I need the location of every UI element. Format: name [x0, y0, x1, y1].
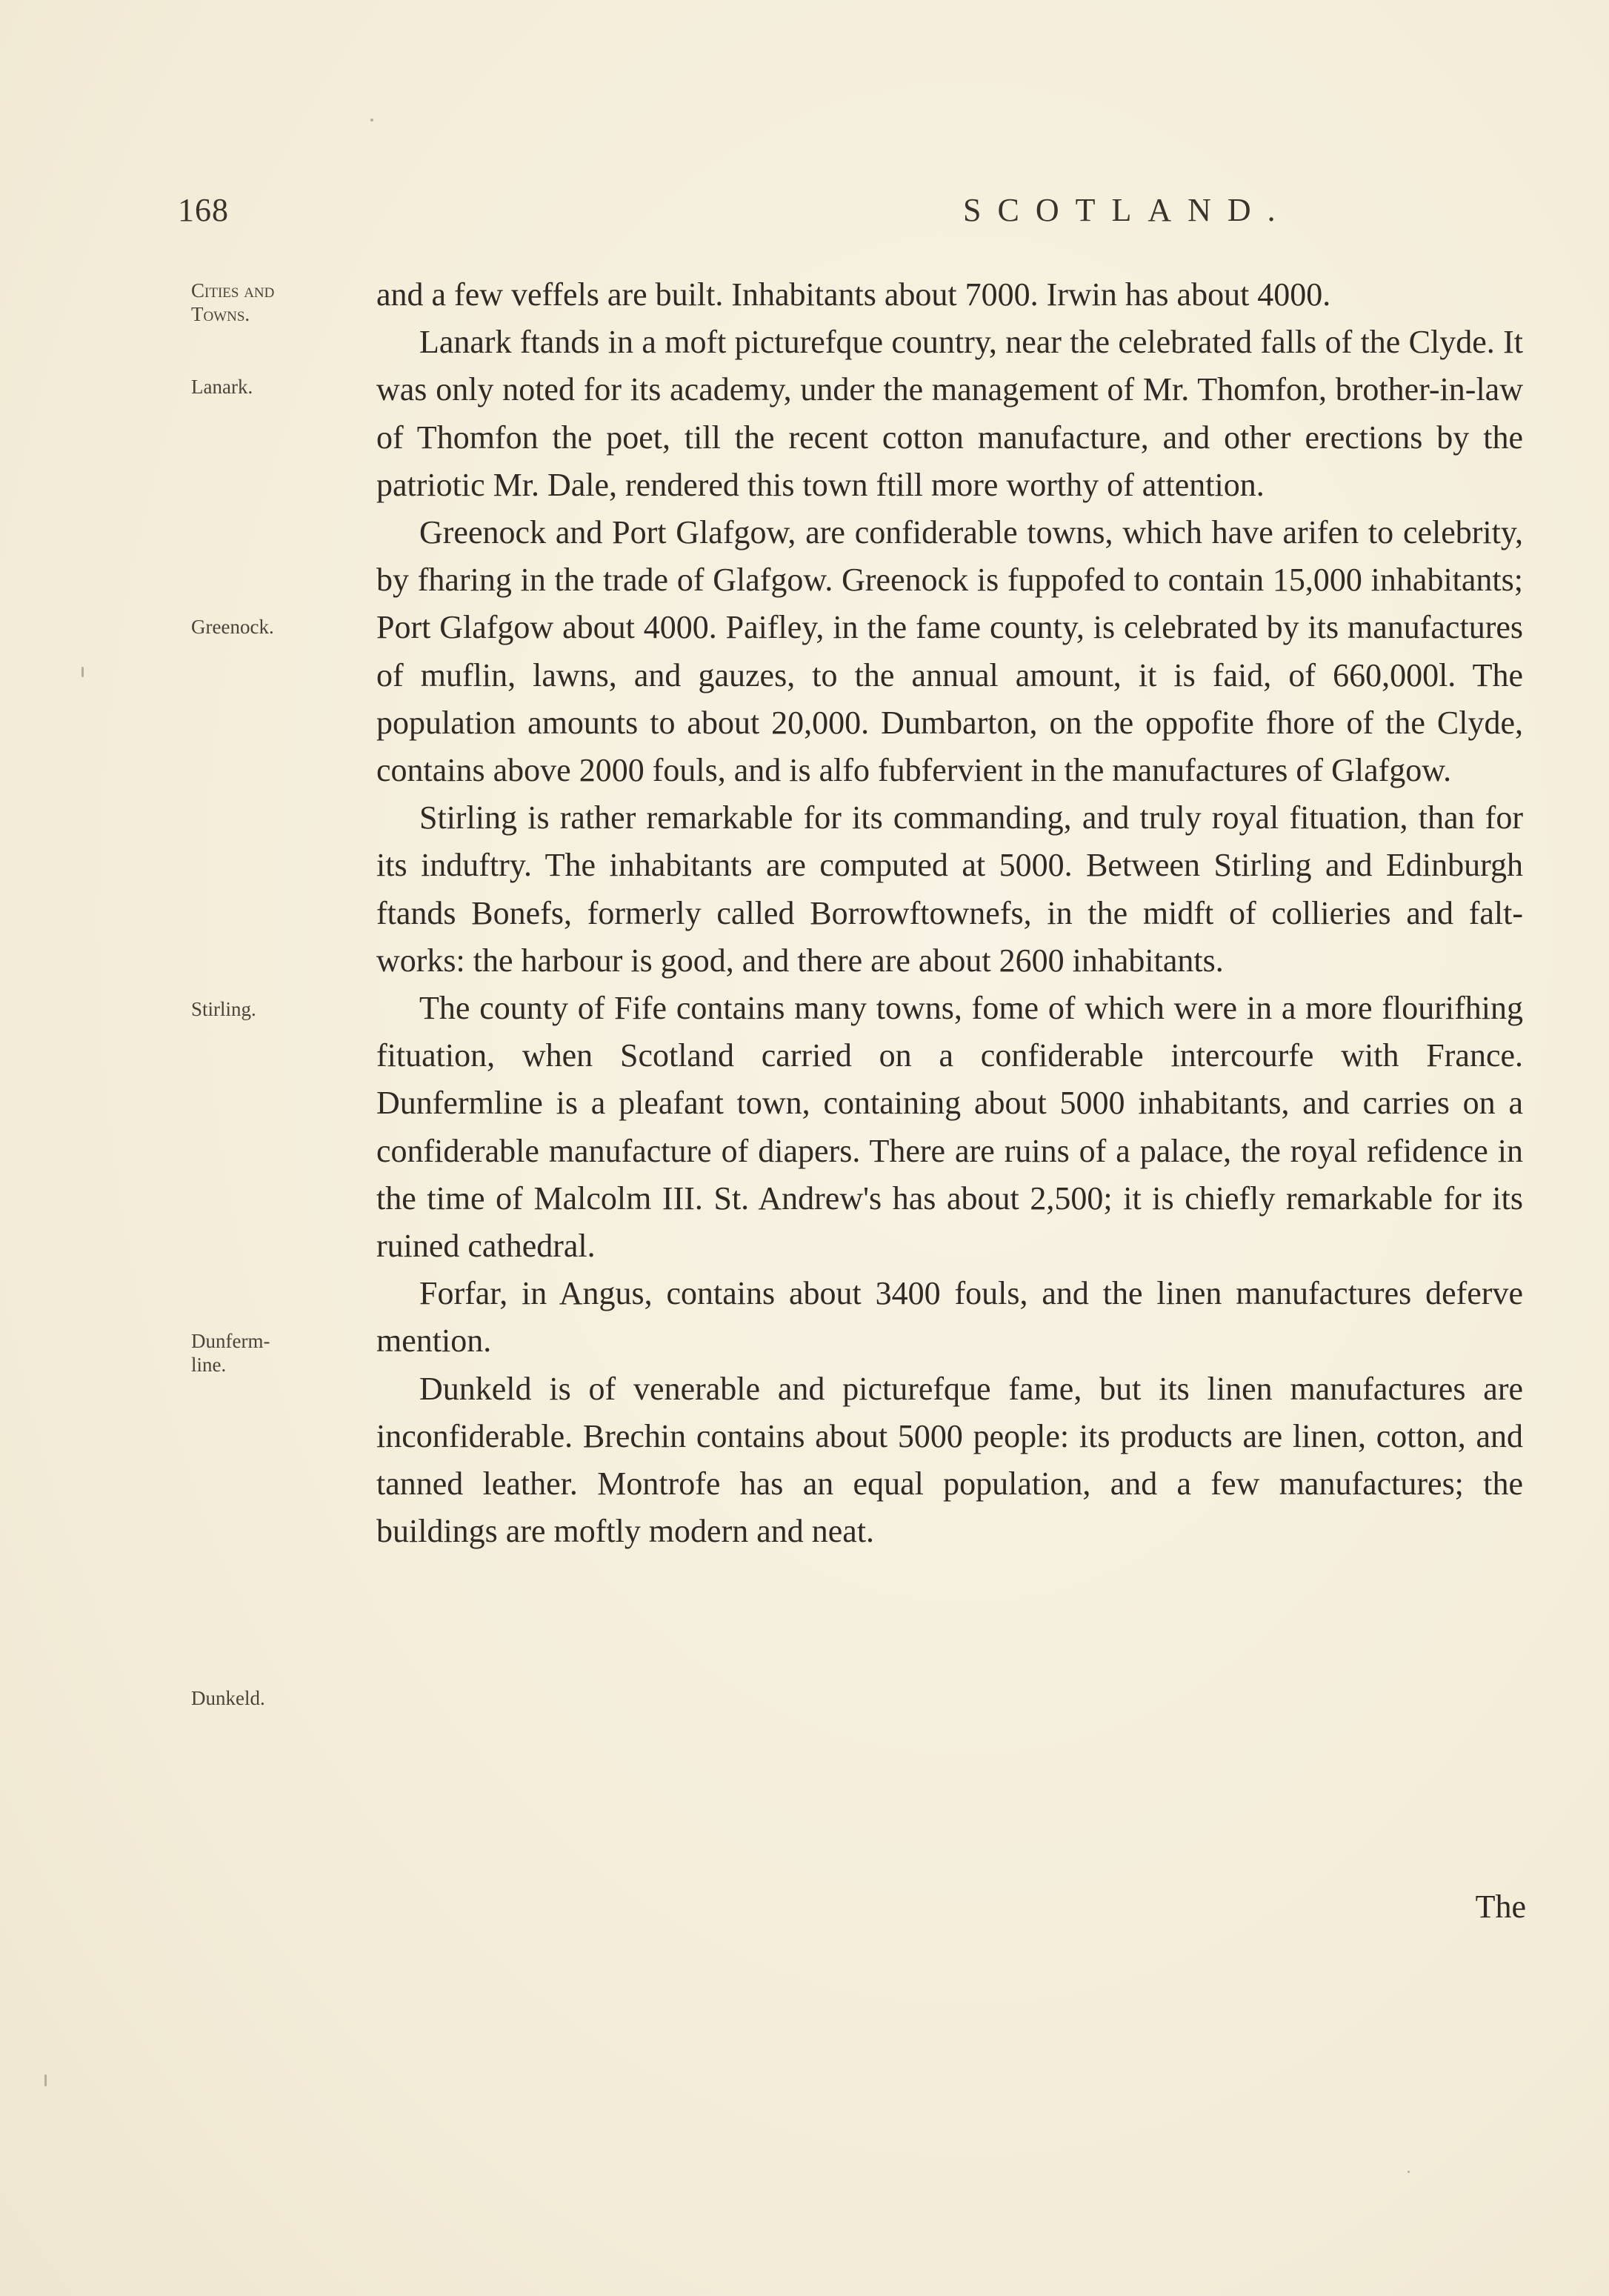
- paragraph-forfar: Forfar, in Angus, contains about 3400 fouls, and the linen manufactures deferve mention.: [376, 1275, 1523, 1360]
- paper-speck: [370, 119, 373, 122]
- margin-note-stirling: Stirling.: [191, 998, 256, 1020]
- margin-note-dunkeld: Dunkeld.: [191, 1687, 265, 1709]
- catchword: The: [1475, 1889, 1526, 1925]
- margin-note-greenock: Greenock.: [191, 616, 274, 638]
- margin-note-section: Cities and Towns.: [191, 279, 275, 325]
- paper-speck: [81, 667, 84, 677]
- paragraph-greenock: Greenock and Port Glafgow, are confiderable towns, which have arifen to celebrity, by fharing in the trade of Glafgow. Greenock is fuppofed to contain 15,000 inhabitants; Port Glafgow about 4000. Paifley, in the fame county, is celebrated by its manufactures of muflin, lawns, and gauzes, to the annual amount, it is faid, of 660,000l. The population amounts to about 20,000. Dumbarton, on the oppofite fhore of the Clyde, contains above 2000 fouls, and is alfo fubfervient in the manufactures of Glafgow.: [376, 514, 1523, 789]
- paper-speck: [1408, 2171, 1410, 2173]
- paragraph-fife: The county of Fife contains many towns, fome of which were in a more flourifhing fituation, when Scotland carried on a confiderable intercourfe with France. Dunfermline is a pleafant town, containing about 5000 inhabitants, and carries on a confiderable manufacture of diapers. There are ruins of a palace, the royal refidence in the time of Malcolm III. St. Andrew's has about 2,500; it is chiefly remarkable for its ruined cathedral.: [376, 990, 1523, 1265]
- margin-note-dunfermline: Dunferm-line.: [191, 1330, 270, 1376]
- margin-note-lanark: Lanark.: [191, 376, 253, 398]
- paragraph-continuation: and a few veffels are built. Inhabitants about 7000. Irwin has about 4000.: [376, 276, 1331, 313]
- body-text: [376, 271, 1523, 1555]
- paragraph-dunkeld: Dunkeld is of venerable and picturefque fame, but its linen manufactures are inconfiderable. Brechin contains about 5000 people: its products are linen, cotton, and tanned leather. Montrofe has an equal population, and a few manufactures; the buildings are moftly modern and neat.: [376, 1370, 1523, 1550]
- paragraph-lanark: Lanark ftands in a moft picturefque country, near the celebrated falls of the Clyde. It was only noted for its academy, under the management of Mr. Thomfon, brother-in-law of Thomfon the poet, till the recent cotton manufacture, and other erections by the patriotic Mr. Dale, rendered this town ftill more worthy of attention.: [376, 324, 1523, 503]
- running-title: SCOTLAND.: [963, 192, 1292, 228]
- paper-speck: [44, 2074, 47, 2086]
- paragraph-stirling: Stirling is rather remarkable for its commanding, and truly royal fituation, than for its induftry. The inhabitants are computed at 5000. Between Stirling and Edinburgh ftands Bonefs, formerly called Borrowftownefs, in the midft of collieries and falt-works: the harbour is good, and there are about 2600 inhabitants.: [376, 799, 1523, 979]
- page-number: 168: [178, 192, 229, 228]
- page-header: [178, 191, 1526, 243]
